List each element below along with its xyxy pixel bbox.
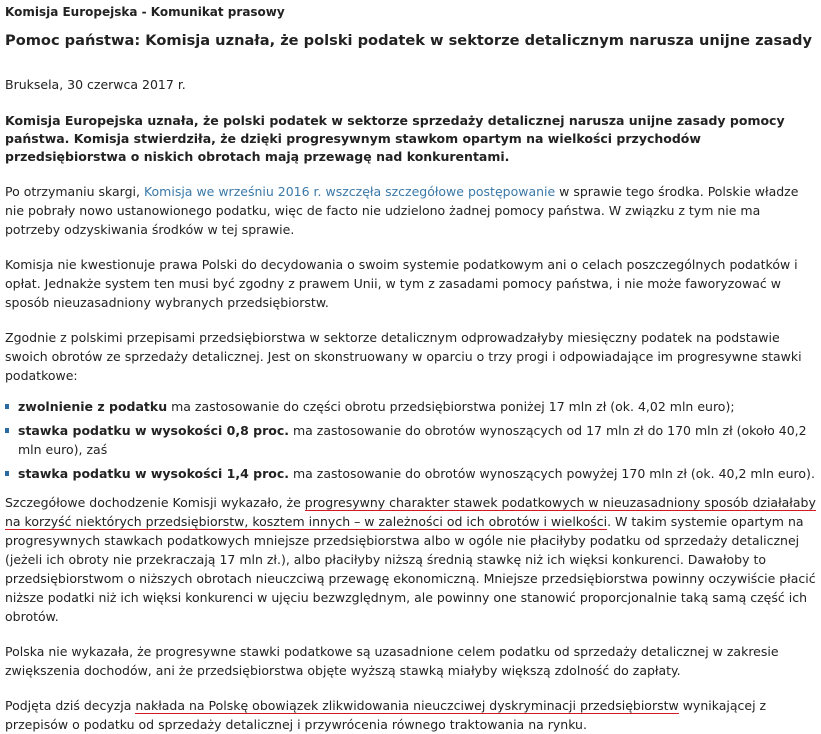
- list-item-bold: zwolnienie z podatku: [18, 399, 168, 414]
- underlined-finding: progresywny charakter stawek podatkowych w nieuzasadniony sposób działałaby na korzyść niektórych przedsiębiorstw, kosztem innych – w zależności od ich obrotów i wielkości: [5, 495, 816, 529]
- paragraph-text: . W takim systemie opartym na progresywnych stawkach podatkowych mniejsze przedsiębiorstwa albo w ogóle nie płaciłyby podatku od sprzedaży detalicznej (jeżeli ich obroty nie przekraczają 17 mln zł.), albo płaciłyby niższą średnią stawkę niż ich więksi konkurenci. Dawałoby to przedsiębiorstwom o niższych obrotach nieuczciwą przewagę ekonomiczną. Mniejsze przedsiębiorstwa powinny oczywiście płacić niższe podatki niż ich więksi konkurenci w ujęciu bezwzględnym, ale powinny one stanowić proporcjonalnie taką samą część ich obrotów.: [5, 514, 816, 624]
- bullet-icon: [5, 404, 9, 409]
- underlined-decision: nakłada na Polskę obowiązek zlikwidowania nieuczciwej dyskryminacji przedsiębiorstw: [135, 698, 679, 713]
- source-header: Komisja Europejska - Komunikat prasowy: [5, 5, 285, 19]
- investigation-link[interactable]: Komisja we wrześniu 2016 r. wszczęła szczegółowe postępowanie: [143, 184, 556, 199]
- list-item: [5, 421, 816, 459]
- press-release: [0, 3, 821, 734]
- paragraph-tax-system: Komisja nie kwestionuje prawa Polski do decydowania o swoim systemie podatkowym ani o celach poszczególnych podatków i opłat. Jednakże system ten musi być zgodny z prawem Unii, w tym z zasadami pomocy państwa, i nie może faworyzować w sposób nieuzasadniony wybranych przedsiębiorstw.: [5, 257, 798, 310]
- list-item-text: ma zastosowanie do części obrotu przedsiębiorstwa poniżej 17 mln zł (ok. 4,02 mln euro);: [167, 399, 735, 414]
- paragraph-text: wynikającej z przepisów o podatku od sprzedaży detalicznej i przywrócenia równego traktowania na rynku.: [5, 698, 767, 732]
- list-item-bold: stawka podatku w wysokości 1,4 proc.: [18, 466, 289, 481]
- paragraph-complaint: [5, 182, 816, 239]
- paragraph-text: Po otrzymaniu skargi,: [5, 184, 144, 199]
- page-title: Pomoc państwa: Komisja uznała, że polski podatek w sektorze detalicznym narusza unijne zasady: [5, 32, 812, 49]
- paragraph-justification: Polska nie wykazała, że progresywne stawki podatkowe są uzasadnione celem podatku od sprzedaży detalicznej w zakresie zwiększenia dochodów, ani że przedsiębiorstwa objęte wyższą stawką miałyby większą zdolność do zapłaty.: [5, 644, 779, 678]
- dateline: Bruksela, 30 czerwca 2017 r.: [5, 77, 186, 92]
- paragraph-text: w sprawie tego środka. Polskie władze nie pobrały nowo ustanowionego podatku, więc de facto nie udzielono żadnej pomocy państwa. W związku z tym nie ma potrzeby odzyskiwania środków w tej sprawie.: [5, 184, 799, 237]
- list-item: [5, 397, 816, 416]
- tax-rate-list: [5, 397, 816, 483]
- bullet-icon: [5, 428, 9, 433]
- paragraph-text: Podjęta dziś decyzja: [5, 698, 136, 713]
- paragraph-text: Szczegółowe dochodzenie Komisji wykazało, że: [5, 495, 305, 510]
- list-item: [5, 464, 816, 483]
- paragraph-thresholds: Zgodnie z polskimi przepisami przedsiębiorstwa w sektorze detalicznym odprowadzałyby miesięczny podatek na podstawie swoich obrotów ze sprzedaży detalicznej. Jest on skonstruowany w oparciu o trzy progi i odpowiadające im progresywne stawki podatkowe:: [5, 330, 802, 383]
- list-item-text: ma zastosowanie do obrotów wynoszących od 17 mln zł do 170 mln zł (około 40,2 mln euro), zaś: [18, 423, 807, 457]
- list-item-bold: stawka podatku w wysokości 0,8 proc.: [18, 423, 289, 438]
- lead-paragraph: Komisja Europejska uznała, że polski podatek w sektorze sprzedaży detalicznej narusza unijne zasady pomocy państwa. Komisja stwierdziła, że dzięki progresywnym stawkom opartym na wielkości przychodów przedsiębiorstwa o niskich obrotach mają przewagę nad konkurentami.: [5, 113, 785, 164]
- bullet-icon: [5, 471, 9, 476]
- paragraph-decision: [5, 696, 816, 734]
- list-item-text: ma zastosowanie do obrotów wynoszących powyżej 170 mln zł (ok. 40,2 mln euro).: [288, 466, 815, 481]
- paragraph-findings: [5, 493, 816, 626]
